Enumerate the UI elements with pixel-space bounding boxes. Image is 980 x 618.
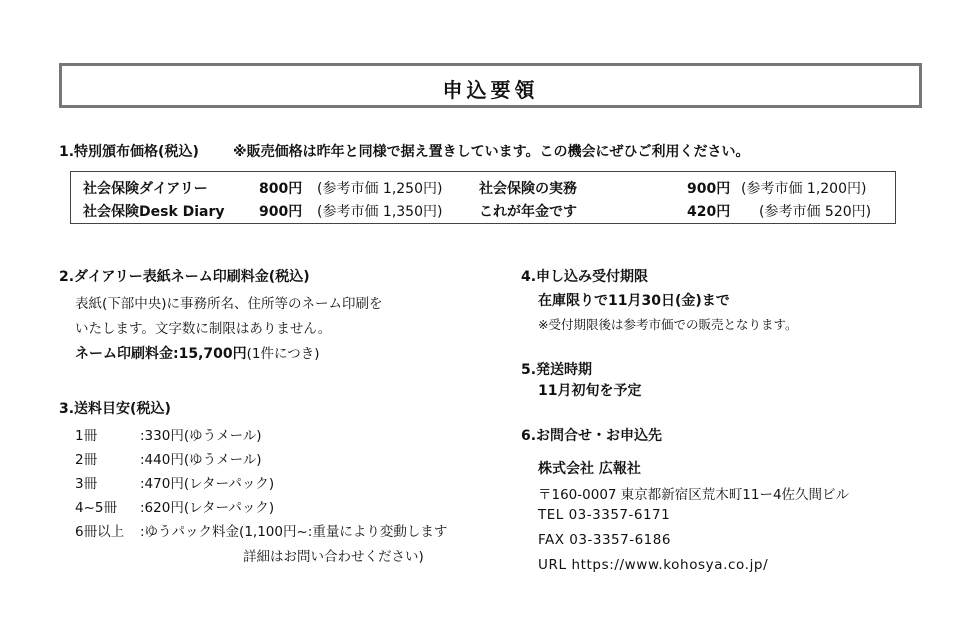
shipping-detail: 詳細はお問い合わせください) [243,549,424,565]
price-name: これが年金です [479,204,577,220]
shipping-qty: 6冊以上 [75,524,125,540]
price-value: 900円 [259,204,303,220]
section2-line1: 表紙(下部中央)に事務所名、住所等のネーム印刷を [75,296,383,312]
section5-timing: 11月初旬を予定 [538,383,642,399]
section4-heading: 4.申し込み受付期限 [521,269,649,285]
shipping-qty: 4~5冊 [75,500,117,516]
price-name: 社会保険Desk Diary [83,204,225,220]
section4-deadline: 在庫限りで11月30日(金)まで [538,293,730,309]
fee-label: ネーム印刷料金:15,700円 [75,346,247,362]
price-value: 900円 [687,181,731,197]
section5-heading: 5.発送時期 [521,362,593,378]
section1-note: ※販売価格は昨年と同様で据え置きしています。この機会にぜひご利用ください。 [233,144,750,160]
shipping-fee: :ゆうパック料金(1,100円~:重量により変動します [140,524,448,540]
contact-tel: TEL 03-3357-6171 [538,507,671,523]
price-name: 社会保険ダイアリー [83,181,208,197]
shipping-qty: 1冊 [75,428,98,444]
contact-url[interactable]: URL https://www.kohosya.co.jp/ [538,557,769,573]
section2-line2: いたします。文字数に制限はありません。 [75,321,332,337]
shipping-qty: 2冊 [75,452,98,468]
contact-company: 株式会社 広報社 [538,461,641,477]
shipping-qty: 3冊 [75,476,98,492]
price-market: (参考市価 520円) [759,204,872,220]
section3-heading: 3.送料目安(税込) [59,401,171,417]
price-market: (参考市価 1,200円) [741,181,867,197]
section4-note: ※受付期限後は参考市価での販売となります。 [538,317,798,332]
price-table [70,171,896,224]
fee-note: (1件につき) [246,346,320,362]
page-title: 申込要領 [442,78,539,102]
price-value: 800円 [259,181,303,197]
contact-address: 〒160-0007 東京都新宿区荒木町11ー4佐久間ビル [538,487,850,503]
price-market: (参考市価 1,350円) [317,204,443,220]
price-value: 420円 [687,204,731,220]
price-market: (参考市価 1,250円) [317,181,443,197]
section1-heading: 1.特別頒布価格(税込) [59,144,199,160]
shipping-fee: :440円(ゆうメール) [140,452,262,468]
shipping-fee: :330円(ゆうメール) [140,428,262,444]
price-name: 社会保険の実務 [479,181,577,197]
section2-fee [75,342,319,363]
section6-heading: 6.お問合せ・お申込先 [521,428,663,444]
section2-heading: 2.ダイアリー表紙ネーム印刷料金(税込) [59,269,310,285]
title-box [59,63,922,108]
contact-fax: FAX 03-3357-6186 [538,532,671,548]
shipping-fee: :470円(レターパック) [140,476,275,492]
shipping-fee: :620円(レターパック) [140,500,275,516]
